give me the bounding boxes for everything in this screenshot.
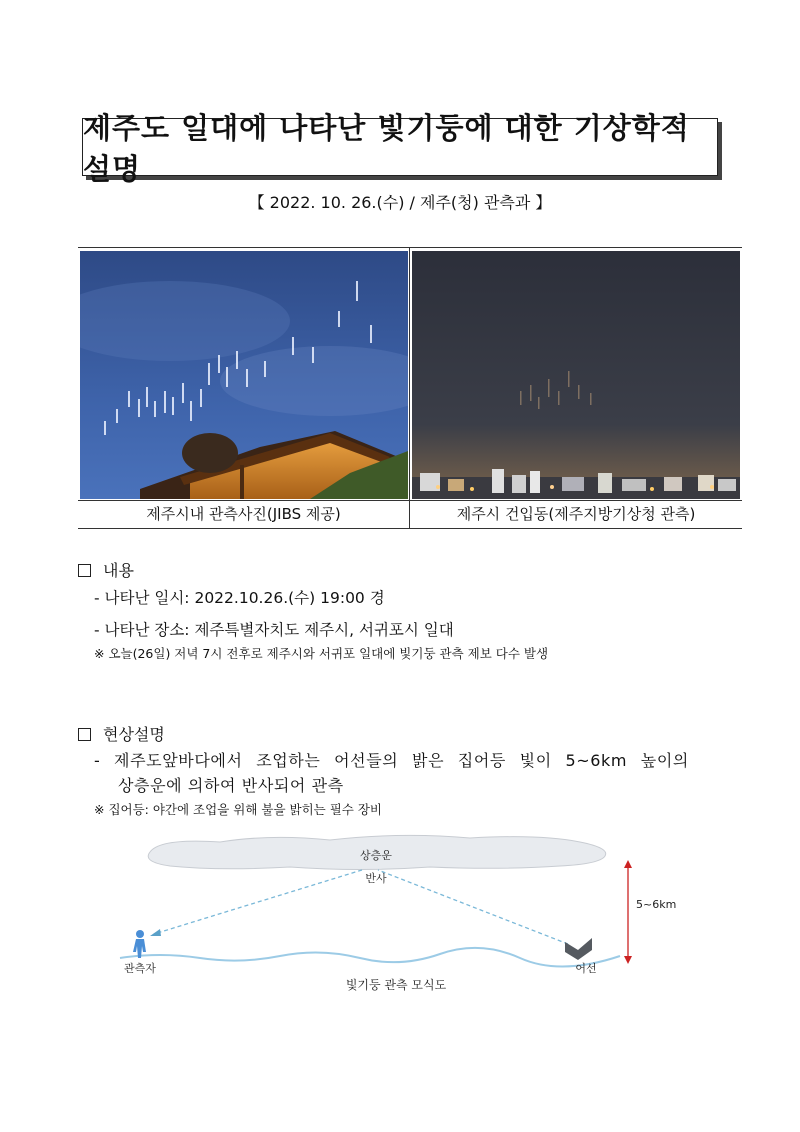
- photo-table-divider: [409, 248, 410, 528]
- occurrence-time: - 나타난 일시: 2022.10.26.(수) 19:00 경: [94, 589, 385, 607]
- explanation-note: ※ 집어등: 야간에 조업을 위해 불을 밝히는 필수 장비: [94, 802, 382, 817]
- height-arrow-bottom-icon: [624, 956, 632, 964]
- diagram-caption: 빛기둥 관측 모식도: [345, 978, 447, 992]
- photo-caption-right: 제주시 건입동(제주지방기상청 관측): [456, 505, 696, 523]
- sea-surface: [120, 948, 620, 967]
- height-arrow-top-icon: [624, 860, 632, 868]
- checkbox-square-icon: [78, 564, 91, 577]
- reflected-ray: [154, 870, 362, 934]
- observer-icon: [133, 930, 146, 958]
- document-subtitle: 【 2022. 10. 26.(수) / 제주(청) 관측과 】: [248, 193, 552, 212]
- height-label: 5~6km: [636, 898, 677, 911]
- observer-label: 관측자: [124, 962, 156, 975]
- photo-caption-left: 제주시내 관측사진(JIBS 제공): [146, 505, 341, 523]
- photo-geonip-dong: [412, 251, 740, 499]
- title-box: [82, 111, 718, 186]
- ray-arrowhead-icon: [150, 929, 161, 936]
- boat-icon: [565, 938, 592, 960]
- reflect-label: 반사: [365, 872, 387, 885]
- checkbox-square-icon: [78, 728, 91, 741]
- explanation-line-1: - 제주도앞바다에서 조업하는 어선들의 밝은 집어등 빛이 5~6km 높이의: [94, 751, 689, 770]
- content-note: ※ 오늘(26일) 저녁 7시 전후로 제주시와 서귀포 일대에 빛기둥 관측 제보 다수 발생: [94, 646, 549, 661]
- cloud-label: 상층운: [360, 849, 392, 862]
- incident-ray: [378, 870, 568, 944]
- photo-jeju-city: [80, 251, 408, 499]
- occurrence-place: - 나타난 장소: 제주특별자치도 제주시, 서귀포시 일대: [94, 621, 454, 639]
- section-content-heading-text: 내용: [103, 561, 134, 580]
- boat-label: 어선: [575, 962, 597, 975]
- section-explanation-heading-text: 현상설명: [103, 725, 165, 744]
- photo-table: [78, 247, 742, 529]
- document-title: 제주도 일대에 나타난 빛기둥에 대한 기상학적 설명: [83, 111, 690, 186]
- photo-table-rule: [78, 500, 742, 501]
- section-explanation-heading: [78, 722, 165, 745]
- explanation-line-2: 상층운에 의하여 반사되어 관측: [118, 776, 344, 795]
- section-content-heading: [78, 558, 134, 581]
- light-pillar-diagram: [100, 830, 700, 1004]
